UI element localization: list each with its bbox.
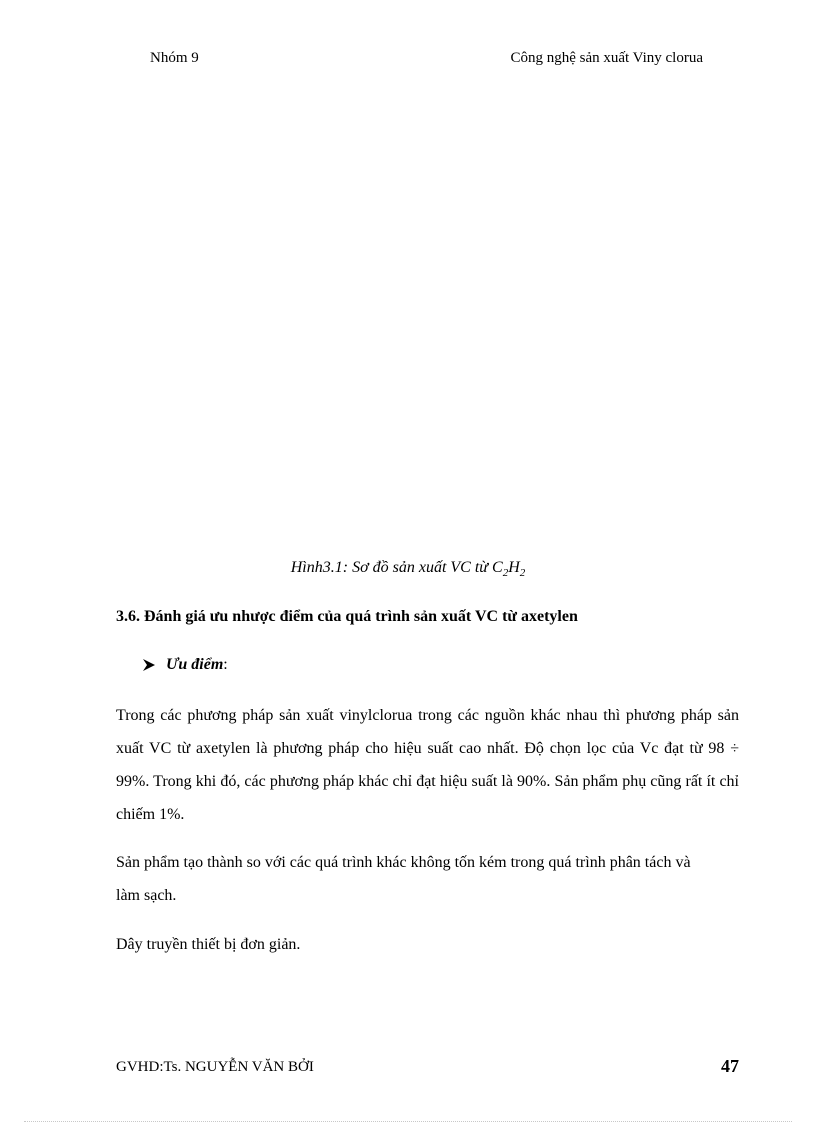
page-number: 47 (721, 1056, 739, 1076)
header-group-name: Nhóm 9 (150, 50, 199, 66)
arrowhead-bullet-icon (142, 658, 156, 672)
caption-text: Hình3.1: Sơ đồ sản xuất VC từ C (290, 559, 503, 576)
header-document-title: Công nghệ sản xuất Viny clorua (510, 50, 703, 66)
advantage-colon: : (223, 656, 228, 673)
paragraph-equipment: Dây truyền thiết bị đơn giản. (116, 936, 301, 953)
page-bottom-divider (24, 1121, 792, 1122)
section-heading: 3.6. Đánh giá ưu nhược điểm của quá trình sản xuất VC từ axetylen (116, 608, 578, 625)
paragraph-separation: Sản phẩm tạo thành so với các quá trình khác không tốn kém trong quá trình phân tách và làm sạch. (116, 854, 691, 904)
caption-subscript-1: 2 (502, 567, 509, 580)
advantage-bullet (142, 656, 228, 674)
figure-caption (0, 559, 816, 579)
caption-text-mid: H (508, 559, 520, 576)
paragraph-selectivity: Trong các phương pháp sản xuất vinylclorua trong các nguồn khác nhau thì phương pháp sản xuất VC từ axetylen là phương pháp cho hiệu suất cao nhất. Độ chọn lọc của Vc đạt từ 98 ÷ 99%. Trong khi đó, các phương pháp khác chỉ đạt hiệu suất là 90%. Sản phẩm phụ cũng rất ít chỉ chiếm 1%. (116, 707, 739, 823)
footer-instructor: GVHD:Ts. NGUYỄN VĂN BỞI (116, 1059, 314, 1075)
caption-subscript-2: 2 (519, 567, 526, 580)
advantage-label: Ưu điểm (166, 656, 224, 673)
